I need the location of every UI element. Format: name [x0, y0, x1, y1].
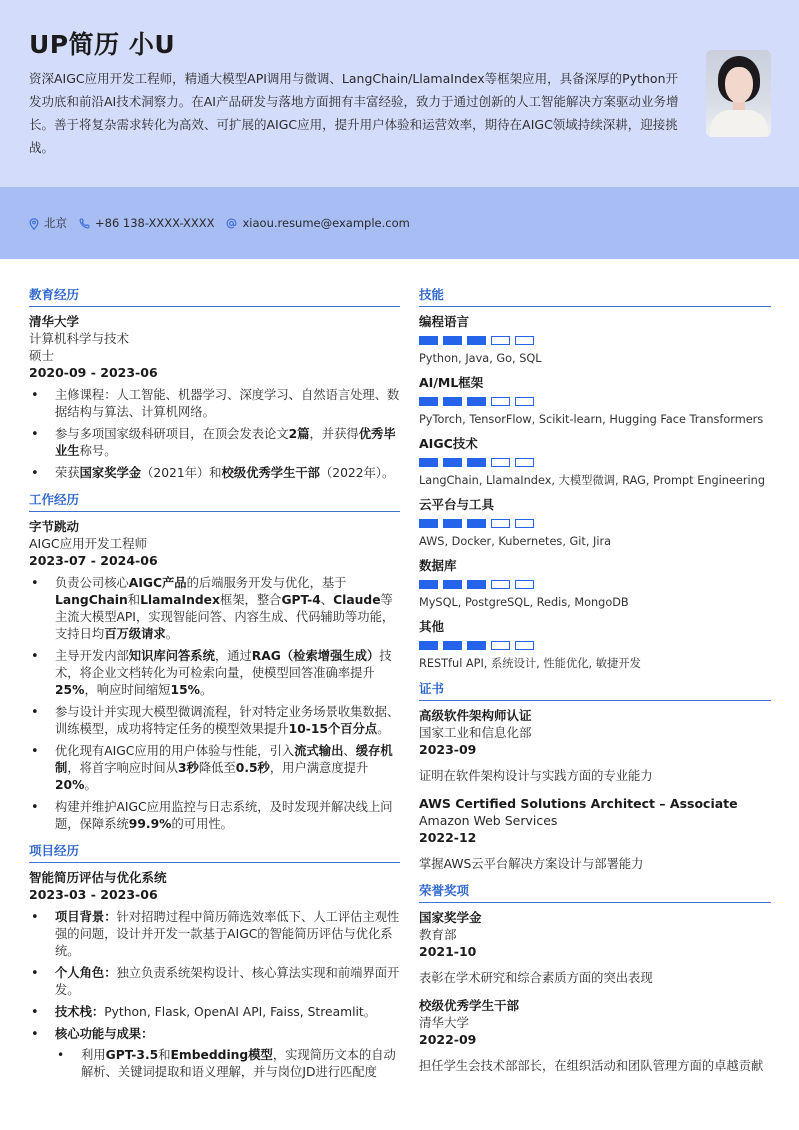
- location-text: 北京: [44, 216, 67, 230]
- skill-bar-empty: [515, 641, 534, 650]
- skill-name: 云平台与工具: [419, 496, 495, 512]
- right-column: [419, 287, 771, 1085]
- text-run: 主修课程：人工智能、机器学习、深度学习、自然语言处理、数据结构与算法、计算机网络。: [55, 387, 400, 419]
- skill-bar-empty: [515, 519, 534, 528]
- skill-bar-filled: [443, 641, 462, 650]
- bold-text: 百万级请求: [104, 626, 166, 641]
- bullet-item: [29, 426, 400, 460]
- section-title-certificates: 证书: [419, 681, 771, 701]
- skill-bar-filled: [419, 397, 438, 406]
- bullet-item: [29, 965, 400, 999]
- bullet-item: [29, 704, 400, 738]
- phone-icon: [79, 218, 90, 229]
- skill-bar-filled: [419, 519, 438, 528]
- skill-bar-empty: [515, 580, 534, 589]
- photo-shirt: [710, 110, 768, 137]
- section-title-skills: 技能: [419, 287, 771, 307]
- candidate-name: UP简历 小U: [29, 30, 176, 59]
- credential-issuer: 教育部: [419, 926, 457, 942]
- email-text: xiaou.resume@example.com: [242, 216, 410, 230]
- contact-location: [29, 216, 67, 232]
- education-section: [29, 287, 400, 482]
- credential-description: 担任学生会技术部部长，在组织活动和团队管理方面的卓越贡献: [419, 1058, 764, 1073]
- bullet-item: [29, 387, 400, 421]
- skill-bar-filled: [467, 458, 486, 467]
- bold-text: 0.5秒: [235, 760, 270, 775]
- section-title-work: 工作经历: [29, 492, 400, 512]
- education-bullets: [29, 387, 400, 482]
- section-title-education: 教育经历: [29, 287, 400, 307]
- contact-bar: [0, 187, 799, 259]
- skill-level-bars: [419, 397, 771, 406]
- skill-bar-empty: [491, 580, 510, 589]
- bold-text: 10-15个百分点: [288, 721, 378, 736]
- skills-section: [419, 287, 771, 671]
- text-run: （2021年）和: [141, 465, 222, 480]
- skill-bar-filled: [419, 458, 438, 467]
- text-run: 参与多项国家级科研项目，在顶会发表论文: [55, 426, 289, 441]
- bold-text: RAG（检索增强生成）: [251, 648, 380, 663]
- resume-header: [0, 0, 799, 187]
- skill-bar-filled: [419, 641, 438, 650]
- project-name: 智能简历评估与优化系统: [29, 869, 167, 885]
- text-run: 荣获: [55, 465, 80, 480]
- text-run: ，将首字响应时间从: [67, 760, 178, 775]
- sub-bullet-list: [55, 1047, 400, 1081]
- credential-name: AWS Certified Solutions Architect – Associate: [419, 795, 738, 811]
- bullet-item: [29, 575, 400, 643]
- profile-summary: 资深AIGC应用开发工程师，精通大模型API调用与微调、LangChain/LlamaIndex等框架应用，具备深厚的Python开发功底和前沿AI技术洞察力。在AI产品研发与落地方面拥有丰富经验，致力于通过创新的人工智能解决方案驱动业务增长。善于将复杂需求转化为高效、可扩展的AIGC应用，提升用户体验和运营效率，期待在AIGC领域持续深耕，迎接挑战。: [29, 71, 679, 155]
- skill-item: [419, 557, 771, 610]
- skill-bar-empty: [515, 336, 534, 345]
- skill-description: PyTorch, TensorFlow, Scikit-learn, Hugging Face Transformers: [419, 412, 764, 426]
- work-bullets: [29, 575, 400, 833]
- skill-item: [419, 435, 771, 488]
- skill-bar-filled: [467, 336, 486, 345]
- section-title-awards: 荣誉奖项: [419, 883, 771, 903]
- skill-item: [419, 374, 771, 427]
- bold-text: 2篇: [288, 426, 310, 441]
- skill-bar-empty: [491, 397, 510, 406]
- skill-description: LangChain, LlamaIndex, 大模型微调, RAG, Prompt Engineering: [419, 473, 765, 487]
- text-run: Python, Flask, OpenAI API, Faiss, Streamlit。: [104, 1004, 377, 1019]
- work-section: [29, 492, 400, 833]
- credential-description: 掌握AWS云平台解决方案设计与部署能力: [419, 856, 644, 871]
- skill-name: AI/ML框架: [419, 374, 484, 390]
- text-run: 负责公司核心: [55, 575, 129, 590]
- skill-level-bars: [419, 336, 771, 345]
- bold-text: 知识库问答系统: [128, 648, 215, 663]
- sub-bullet-item: [55, 1047, 400, 1081]
- certificates-section: [419, 681, 771, 873]
- credential-date: 2023-09: [419, 741, 477, 757]
- text-run: 的可用性。: [171, 816, 233, 831]
- skill-bar-empty: [515, 458, 534, 467]
- text-run: 的后端服务开发与优化，基于: [186, 575, 347, 590]
- skill-item: [419, 313, 771, 366]
- skill-bar-filled: [443, 519, 462, 528]
- bold-text: Claude: [333, 592, 381, 607]
- bold-text: GPT-3.5: [105, 1047, 159, 1062]
- bold-text: LangChain: [55, 592, 128, 607]
- text-run: 称号。: [79, 443, 117, 458]
- contact-email[interactable]: [226, 216, 409, 232]
- bold-text: 校级优秀学生干部: [221, 465, 320, 480]
- bold-text: LlamaIndex: [140, 592, 220, 607]
- credential-item: [419, 795, 771, 873]
- skill-level-bars: [419, 580, 771, 589]
- text-run: 和: [158, 1047, 171, 1062]
- credential-name: 高级软件架构师认证: [419, 707, 532, 723]
- credential-issuer: Amazon Web Services: [419, 812, 558, 828]
- skill-description: AWS, Docker, Kubernetes, Git, Jira: [419, 534, 612, 548]
- credential-date: 2021-10: [419, 943, 477, 959]
- skill-bar-filled: [419, 336, 438, 345]
- bold-text: 25%: [55, 682, 85, 697]
- bold-text: 项目背景：: [55, 909, 117, 924]
- skill-bar-filled: [443, 458, 462, 467]
- skill-item: [419, 618, 771, 671]
- skill-bar-filled: [443, 580, 462, 589]
- bullet-item: [29, 648, 400, 699]
- skill-description: RESTful API, 系统设计, 性能优化, 敏捷开发: [419, 656, 641, 670]
- left-column: [29, 287, 400, 1091]
- bullet-item: [29, 909, 400, 960]
- skill-name: 编程语言: [419, 313, 470, 329]
- phone-text: +86 138-XXXX-XXXX: [95, 216, 215, 230]
- bold-text: AIGC产品: [128, 575, 187, 590]
- text-run: ，响应时间缩短: [84, 682, 171, 697]
- photo-face: [725, 67, 753, 103]
- credential-name: 校级优秀学生干部: [419, 997, 520, 1013]
- location-pin-icon: [29, 218, 39, 230]
- projects-section: [29, 843, 400, 1081]
- credential-date: 2022-12: [419, 829, 477, 845]
- job-role: AIGC应用开发工程师: [29, 535, 148, 551]
- skill-level-bars: [419, 641, 771, 650]
- text-run: 。: [165, 626, 179, 641]
- bold-text: GPT-4: [281, 592, 321, 607]
- skill-item: [419, 496, 771, 549]
- credential-date: 2022-09: [419, 1031, 477, 1047]
- text-run: ，通过: [214, 648, 252, 663]
- skills-list: [419, 313, 771, 671]
- bold-text: 15%: [170, 682, 200, 697]
- text-run: 降低至: [198, 760, 236, 775]
- skill-bar-empty: [515, 397, 534, 406]
- bullet-item: [29, 799, 400, 833]
- bullet-item: [29, 465, 400, 482]
- bullet-item: [29, 743, 400, 794]
- text-run: 。: [84, 777, 97, 792]
- skill-bar-filled: [467, 641, 486, 650]
- school-name: 清华大学: [29, 313, 80, 329]
- text-run: 优化现有AIGC应用的用户体验与性能，引入: [55, 743, 295, 758]
- at-sign-icon: [226, 218, 237, 229]
- credential-item: [419, 909, 771, 987]
- text-run: 构建并维护AIGC应用监控与日志系统，及时发现并解决线上问题，保障系统: [55, 799, 393, 831]
- project-date: 2023-03 - 2023-06: [29, 886, 158, 902]
- major: 计算机科学与技术: [29, 330, 130, 346]
- awards-list: [419, 909, 771, 1075]
- credential-name: 国家奖学金: [419, 909, 482, 925]
- skill-bar-filled: [443, 336, 462, 345]
- skill-bar-filled: [443, 397, 462, 406]
- awards-section: [419, 883, 771, 1075]
- bold-text: 99.9%: [128, 816, 172, 831]
- text-run: 针对招聘过程中简历筛选效率低下、人工评估主观性强的问题，设计并开发一款基于AIGC的智能简历评估与优化系统。: [55, 909, 400, 958]
- text-run: 、: [343, 743, 356, 758]
- company-name: 字节跳动: [29, 518, 80, 534]
- certificates-list: [419, 707, 771, 873]
- skill-description: Python, Java, Go, SQL: [419, 351, 542, 365]
- skill-bar-filled: [467, 397, 486, 406]
- skill-bar-empty: [491, 336, 510, 345]
- project-bullets: [29, 909, 400, 1081]
- contact-row: [29, 216, 422, 232]
- text-run: 、: [320, 592, 334, 607]
- bold-text: 国家奖学金: [79, 465, 142, 480]
- text-run: 参与设计并实现大模型微调流程，针对特定业务场景收集数据、训练模型，成功将特定任务的模型效果提升: [55, 704, 400, 736]
- text-run: 技术，将企业文档转化为可检索向量，使模型回答准确率提升: [55, 648, 392, 680]
- credential-item: [419, 997, 771, 1075]
- bold-text: 3秒: [178, 760, 199, 775]
- text-run: （2022年）。: [319, 465, 395, 480]
- text-run: 利用: [81, 1047, 106, 1062]
- skill-bar-empty: [491, 458, 510, 467]
- text-run: 主导开发内部: [55, 648, 129, 663]
- credential-description: 证明在软件架构设计与实践方面的专业能力: [419, 768, 653, 783]
- bold-text: Embedding模型: [170, 1047, 273, 1062]
- skill-name: 其他: [419, 618, 445, 634]
- bold-text: 优秀毕业生: [55, 426, 396, 458]
- credential-issuer: 国家工业和信息化部: [419, 724, 532, 740]
- bold-text: 缓存机制: [55, 743, 393, 775]
- skill-bar-filled: [467, 580, 486, 589]
- section-title-projects: 项目经历: [29, 843, 400, 863]
- text-run: 独立负责系统架构设计、核心算法实现和前端界面开发。: [55, 965, 400, 997]
- skill-level-bars: [419, 458, 771, 467]
- text-run: ，并获得: [309, 426, 359, 441]
- credential-description: 表彰在学术研究和综合素质方面的突出表现: [419, 970, 653, 985]
- text-run: ，用户满意度提升: [269, 760, 369, 775]
- credential-issuer: 清华大学: [419, 1014, 470, 1030]
- work-date: 2023-07 - 2024-06: [29, 552, 158, 568]
- text-run: 框架，整合: [219, 592, 282, 607]
- bold-text: 技术栈：: [55, 1004, 105, 1019]
- text-run: 等主流大模型API，实现智能问答、内容生成、代码辅助等功能，支持日均: [55, 592, 395, 641]
- bold-text: 流式输出: [294, 743, 344, 758]
- skill-name: AIGC技术: [419, 435, 478, 451]
- text-run: 。: [377, 721, 390, 736]
- education-date: 2020-09 - 2023-06: [29, 364, 158, 380]
- contact-phone[interactable]: [79, 216, 214, 232]
- skill-level-bars: [419, 519, 771, 528]
- skill-bar-filled: [467, 519, 486, 528]
- bold-text: 20%: [55, 777, 85, 792]
- text-run: 。: [199, 682, 213, 697]
- skill-name: 数据库: [419, 557, 457, 573]
- bold-text: 核心功能与成果：: [55, 1026, 154, 1041]
- bold-text: 个人角色：: [55, 965, 117, 980]
- skill-bar-filled: [419, 580, 438, 589]
- bullet-item: [29, 1004, 400, 1021]
- profile-photo: [706, 50, 771, 137]
- credential-item: [419, 707, 771, 785]
- skill-description: MySQL, PostgreSQL, Redis, MongoDB: [419, 595, 629, 609]
- text-run: ，实现简历文本的自动解析、关键词提取和语义理解，并与岗位JD进行匹配度: [81, 1047, 396, 1079]
- skill-bar-empty: [491, 641, 510, 650]
- bullet-item: [29, 1026, 400, 1081]
- text-run: 和: [127, 592, 141, 607]
- degree: 硕士: [29, 347, 55, 363]
- skill-bar-empty: [491, 519, 510, 528]
